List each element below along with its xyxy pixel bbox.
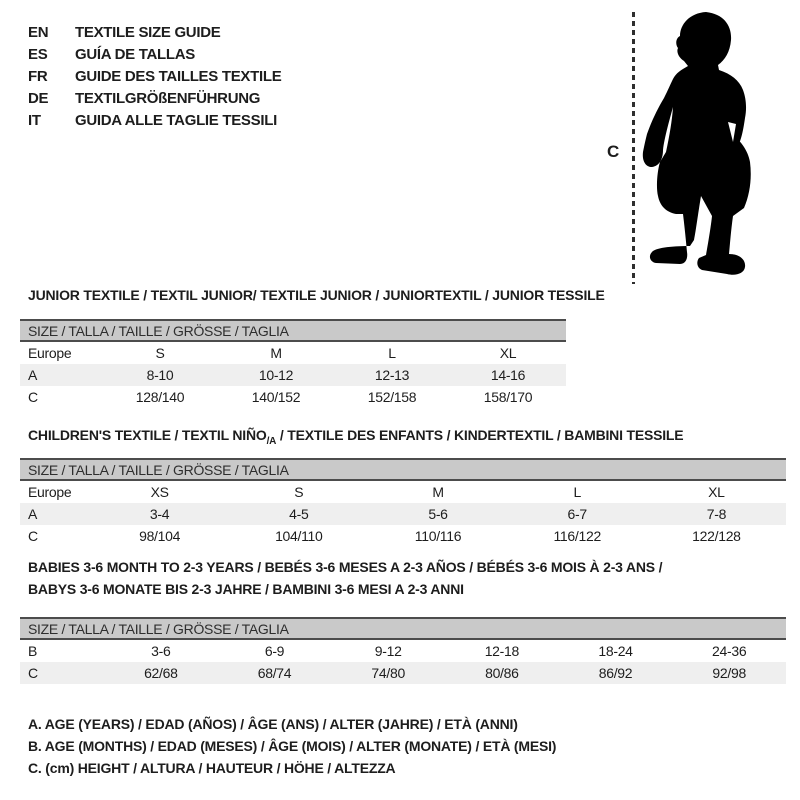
cell: 98/104 bbox=[139, 528, 181, 544]
section-title-children bbox=[28, 427, 683, 447]
cell: 12-13 bbox=[374, 367, 410, 383]
cell: 152/158 bbox=[367, 389, 417, 405]
cell: 86/92 bbox=[598, 665, 633, 681]
cell: 80/86 bbox=[485, 665, 519, 681]
toddler-silhouette-icon bbox=[634, 8, 754, 280]
title-line-1: BABIES 3-6 MONTH TO 2-3 YEARS / BEBÉS 3-6 MESES A 2-3 AÑOS / BÉBÉS 3-6 MOIS À 2-3 ANS / bbox=[28, 559, 663, 575]
language-code: DE bbox=[28, 89, 49, 107]
table-row-age bbox=[20, 364, 566, 386]
title-text: / TEXTILE DES ENFANTS / KINDERTEXTIL / BAMBINI TESSILE bbox=[276, 427, 684, 443]
table-row-age bbox=[20, 503, 786, 525]
cell: 5-6 bbox=[428, 506, 448, 522]
title-subscript: /A bbox=[266, 435, 277, 447]
cell: XL bbox=[708, 484, 725, 500]
row-label: B bbox=[28, 643, 38, 659]
height-measure-label: C bbox=[607, 142, 619, 161]
cell: 128/140 bbox=[135, 389, 185, 405]
table-row-europe bbox=[20, 342, 566, 364]
language-row-fr bbox=[28, 65, 281, 87]
cell: 62/68 bbox=[144, 665, 178, 681]
cell: 158/170 bbox=[483, 389, 533, 405]
cell: L bbox=[573, 484, 581, 500]
table-row-europe bbox=[20, 481, 786, 503]
cell: L bbox=[388, 345, 396, 361]
row-label: A bbox=[28, 367, 38, 383]
language-title: TEXTILE SIZE GUIDE bbox=[75, 23, 221, 41]
cell: 10-12 bbox=[258, 367, 294, 383]
title-text: CHILDREN'S TEXTILE / TEXTIL NIÑO bbox=[28, 427, 267, 443]
language-title: GUIDE DES TAILLES TEXTILE bbox=[75, 67, 282, 85]
cell: 74/80 bbox=[371, 665, 405, 681]
children-size-table bbox=[20, 458, 786, 547]
title-line-2: BABYS 3-6 MONATE BIS 2-3 JAHRE / BAMBINI 3-6 MESI A 2-3 ANNI bbox=[28, 581, 464, 597]
cell: 9-12 bbox=[374, 643, 402, 659]
language-title: GUÍA DE TALLAS bbox=[75, 45, 195, 63]
language-row-de bbox=[28, 87, 281, 109]
language-code: EN bbox=[28, 23, 49, 41]
section-title-junior: JUNIOR TEXTILE / TEXTIL JUNIOR/ TEXTILE JUNIOR / JUNIORTEXTIL / JUNIOR TESSILE bbox=[28, 287, 605, 303]
table-row-height bbox=[20, 386, 566, 408]
babies-size-table bbox=[20, 617, 786, 684]
cell: 4-5 bbox=[289, 506, 309, 522]
cell: 122/128 bbox=[692, 528, 741, 544]
language-title-block bbox=[28, 21, 281, 131]
cell: 3-4 bbox=[149, 506, 170, 522]
language-title: GUIDA ALLE TAGLIE TESSILI bbox=[75, 111, 277, 129]
table-row-height bbox=[20, 662, 786, 684]
row-label: C bbox=[28, 665, 38, 681]
size-table-header: SIZE / TALLA / TAILLE / GRÖSSE / TAGLIA bbox=[20, 460, 786, 481]
cell: 110/116 bbox=[414, 528, 462, 544]
cell: XS bbox=[150, 484, 169, 500]
row-label: C bbox=[28, 389, 38, 405]
cell: 3-6 bbox=[151, 643, 171, 659]
row-label: A bbox=[28, 506, 38, 522]
footnote-height: C. (cm) HEIGHT / ALTURA / HAUTEUR / HÖHE / ALTEZZA bbox=[28, 760, 396, 776]
size-table-header: SIZE / TALLA / TAILLE / GRÖSSE / TAGLIA bbox=[20, 619, 786, 640]
row-label: Europe bbox=[28, 484, 72, 500]
table-row-age-months bbox=[20, 640, 786, 662]
cell: 8-10 bbox=[146, 367, 174, 383]
cell: 104/110 bbox=[275, 528, 323, 544]
language-code: FR bbox=[28, 67, 48, 85]
table-row-height bbox=[20, 525, 786, 547]
row-label: Europe bbox=[28, 345, 72, 361]
size-table-header: SIZE / TALLA / TAILLE / GRÖSSE / TAGLIA bbox=[20, 321, 566, 342]
cell: 6-7 bbox=[567, 506, 587, 522]
cell: 116/122 bbox=[553, 528, 601, 544]
row-label: C bbox=[28, 528, 38, 544]
cell: 18-24 bbox=[598, 643, 633, 659]
cell: 7-8 bbox=[706, 506, 727, 522]
language-row-it bbox=[28, 109, 281, 131]
cell: S bbox=[294, 484, 304, 500]
cell: M bbox=[270, 345, 282, 361]
footnote-age-months: B. AGE (MONTHS) / EDAD (MESES) / ÂGE (MOIS) / ALTER (MONATE) / ETÀ (MESI) bbox=[28, 738, 557, 754]
footnote-age-years: A. AGE (YEARS) / EDAD (AÑOS) / ÂGE (ANS) / ALTER (JAHRE) / ETÀ (ANNI) bbox=[28, 716, 518, 732]
footnote-block bbox=[28, 713, 556, 779]
cell: M bbox=[432, 484, 444, 500]
cell: 12-18 bbox=[484, 643, 519, 659]
language-title: TEXTILGRÖßENFÜHRUNG bbox=[75, 89, 261, 107]
section-title-babies bbox=[28, 556, 662, 600]
cell: 24-36 bbox=[712, 643, 747, 659]
cell: 6-9 bbox=[264, 643, 285, 659]
language-row-es bbox=[28, 43, 281, 65]
cell: XL bbox=[499, 345, 517, 361]
cell: 14-16 bbox=[490, 367, 526, 383]
cell: 140/152 bbox=[251, 389, 301, 405]
cell: S bbox=[155, 345, 165, 361]
cell: 92/98 bbox=[712, 665, 746, 681]
cell: 68/74 bbox=[257, 665, 292, 681]
language-code: ES bbox=[28, 45, 48, 63]
language-row-en bbox=[28, 21, 281, 43]
junior-size-table bbox=[20, 319, 566, 408]
language-code: IT bbox=[28, 111, 41, 129]
